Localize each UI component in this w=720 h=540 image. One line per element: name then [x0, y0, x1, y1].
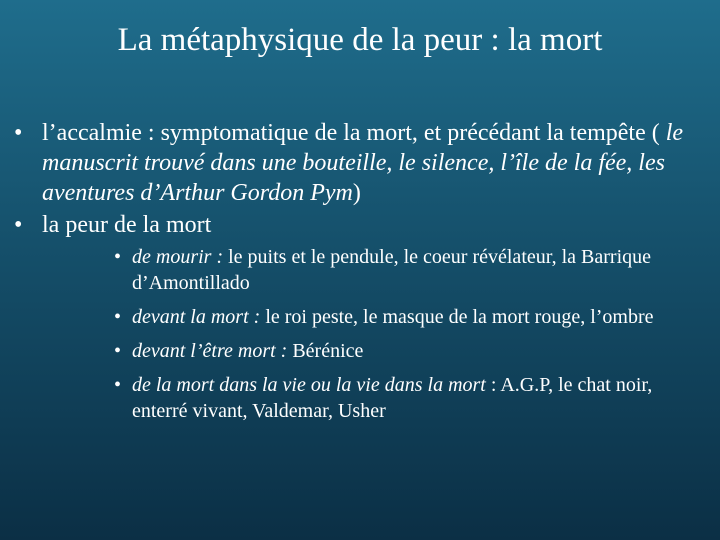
sub-bullet-label: devant la mort :	[132, 306, 261, 328]
bullet-accalmie-works: le manuscrit trouvé dans une bouteille, le silence, l’île de la fée, les aventures d’Arthur Gordon Pym	[42, 120, 684, 206]
slide-title: La métaphysique de la peur : la mort	[117, 22, 603, 58]
sub-bullet-text: Bérénice	[287, 340, 364, 362]
sub-bullet-list	[42, 244, 704, 424]
sub-bullet-icon: •	[114, 340, 122, 362]
bullet-accalmie-close: )	[352, 180, 361, 206]
bullet-accalmie	[14, 118, 704, 208]
bullet-accalmie-text: l’accalmie : symptomatique de la mort, et précédant la tempête (	[42, 120, 660, 146]
sub-bullet-mort-vie	[42, 372, 704, 424]
sub-bullet-devant-mort	[42, 304, 704, 330]
sub-bullet-label: de mourir :	[132, 246, 224, 268]
sub-bullet-icon: •	[114, 306, 122, 328]
sub-bullet-etre-mort	[42, 338, 704, 364]
bullet-icon: •	[14, 120, 23, 146]
sub-bullet-icon: •	[114, 246, 122, 268]
bullet-peur-text: la peur de la mort	[42, 212, 212, 238]
sub-bullet-text: le puits et le pendule, le coeur révélateur, la Barrique d’Amontillado	[132, 246, 652, 294]
sub-bullet-label: de la mort dans la vie ou la vie dans la mort	[132, 374, 486, 396]
sub-bullet-text: le roi peste, le masque de la mort rouge, l’ombre	[260, 306, 654, 328]
sub-bullet-mourir	[42, 244, 704, 296]
bullet-peur	[14, 210, 704, 424]
sub-bullet-text: : A.G.P, le chat noir, enterré vivant, Valdemar, Usher	[132, 374, 653, 422]
bullet-list	[14, 118, 704, 432]
bullet-icon: •	[14, 212, 23, 238]
sub-bullet-label: devant l’être mort :	[132, 340, 288, 362]
sub-bullet-icon: •	[114, 374, 122, 396]
